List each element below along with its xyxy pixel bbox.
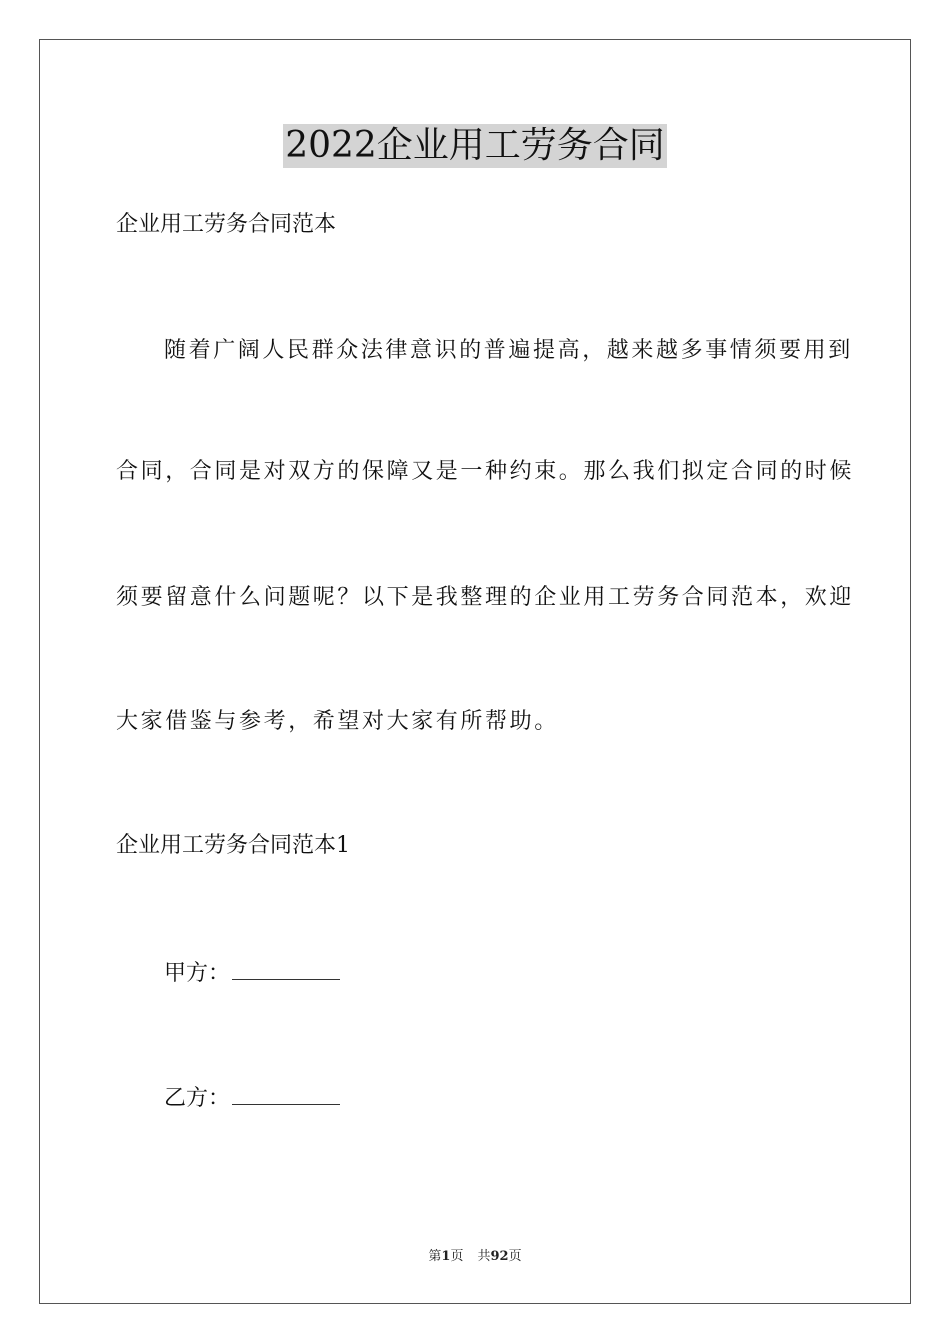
total-pages: 92 — [490, 1249, 509, 1264]
section-heading: 企业用工劳务合同范本1 — [116, 833, 350, 858]
total-prefix: 共 — [477, 1249, 491, 1264]
paragraph-line: 合同，合同是对双方的保障又是一种约束。那么我们拟定合同的时候 — [116, 459, 855, 484]
page-suffix: 页 — [450, 1249, 464, 1264]
total-suffix: 页 — [508, 1249, 522, 1264]
paragraph-line: 须要留意什么问题呢？以下是我整理的企业用工劳务合同范本，欢迎 — [116, 585, 855, 610]
party-a-field — [164, 957, 340, 989]
paragraph-line: 随着广阔人民群众法律意识的普遍提高，越来越多事情须要用到 — [164, 338, 853, 363]
document-title: 2022企业用工劳务合同 — [285, 125, 665, 166]
page-number: 1 — [441, 1249, 451, 1264]
party-a-blank — [232, 957, 340, 980]
party-b-label: 乙方： — [164, 1086, 231, 1111]
paragraph-line: 大家借鉴与参考，希望对大家有所帮助。 — [116, 709, 559, 734]
party-a-label: 甲方： — [164, 961, 231, 986]
party-b-field — [164, 1082, 340, 1114]
page-prefix: 第 — [428, 1249, 442, 1264]
page-footer — [0, 1248, 950, 1266]
party-b-blank — [232, 1082, 340, 1105]
document-subtitle: 企业用工劳务合同范本 — [116, 212, 337, 237]
title-container — [0, 124, 950, 168]
